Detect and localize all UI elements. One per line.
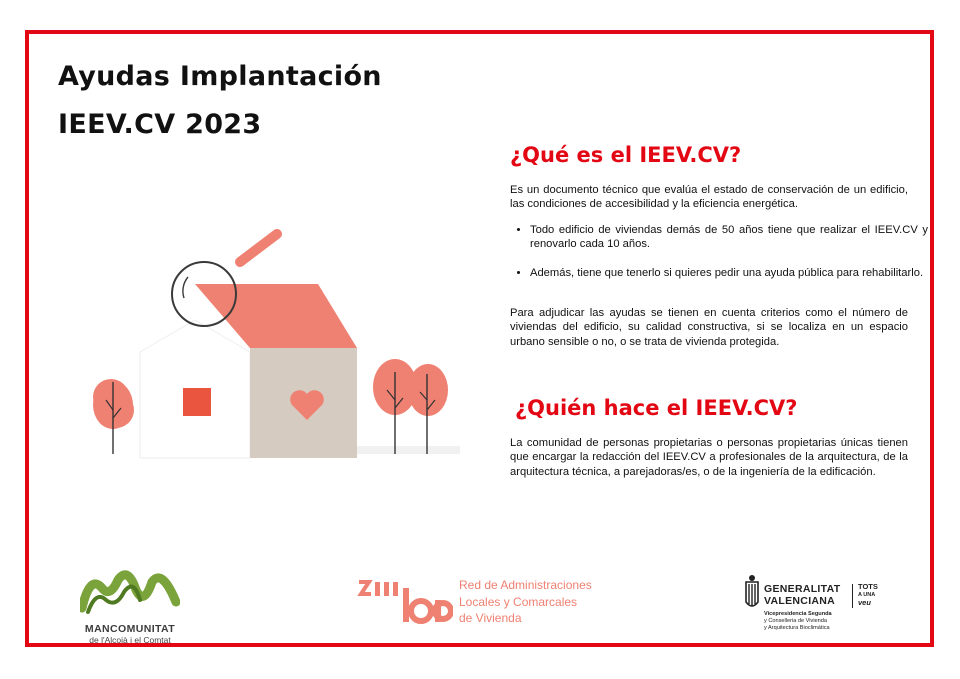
list-item: • Además, tiene que tenerlo si quieres pedir una ayuda pública para rehabilitarlo.	[530, 266, 928, 280]
xarxa-line-3: de Vivienda	[459, 611, 522, 625]
generalitat-sub-1: Vicepresidencia Segunda	[764, 611, 832, 617]
title-line-1: Ayudas Implantación	[58, 61, 382, 92]
generalitat-line-2: VALENCIANA	[764, 595, 836, 607]
generalitat-sub-3: y Arquitectura Bioclimática	[764, 625, 830, 631]
tots-a-una-veu	[858, 583, 878, 607]
generalitat-line-1: GENERALITAT	[764, 583, 841, 595]
list-item: • Todo edificio de viviendas demás de 50 años tiene que realizar el IEEV.CV y renovarlo cada 10 años.	[530, 223, 928, 252]
quien-paragraph: La comunidad de personas propietarias o personas propietarias únicas tienen que encargar la redacción del IEEV.CV a profesionales de la arquitectura, de la arquitectura técnica, a parejadoras/es, o de la ingeniería de la edificación.	[510, 437, 908, 478]
generalitat-sub-2: y Conselleria de Vivienda	[764, 618, 828, 624]
mancomunitat-subtitle: de l'Alcoià i el Comtat	[89, 635, 171, 645]
generalitat-shield-icon	[744, 574, 760, 612]
house-illustration	[80, 222, 470, 462]
xarxa-text	[459, 577, 592, 627]
xarxa-line-2: Locales y Comarcales	[459, 594, 578, 609]
generalitat-name	[764, 583, 840, 607]
tree-icon	[373, 359, 448, 454]
bullet-list	[510, 223, 928, 294]
criteria-paragraph: Para adjudicar las ayudas se tienen en cuenta criterios como el número de viviendas del edificio, su calidad constructiva, si se localiza en un espacio urbano sensible o no, o se trata de vivienda protegida.	[510, 307, 908, 348]
intro-paragraph: Es un documento técnico que evalúa el estado de conservación de un edificio, las condiciones de accesibilidad y la eficiencia energética.	[510, 184, 908, 211]
heading-quien-hace: ¿Quién hace el IEEV.CV?	[515, 396, 798, 420]
tots-line-1: TOTS	[858, 582, 878, 591]
mancomunitat-name: MANCOMUNITAT	[84, 623, 176, 635]
page-title	[58, 53, 382, 149]
xarxa-logo	[357, 578, 453, 628]
xarxa-line-1: Red de Administraciones	[459, 578, 592, 592]
mancomunitat-logo	[80, 568, 180, 616]
tots-line-2: A UNA	[858, 592, 876, 598]
generalitat-divider	[852, 584, 853, 608]
generalitat-subtitle	[764, 611, 832, 632]
title-line-2: IEEV.CV 2023	[58, 109, 262, 140]
heading-que-es: ¿Qué es el IEEV.CV?	[510, 143, 742, 167]
tree-icon	[93, 379, 134, 454]
tots-line-3: veu	[858, 598, 871, 607]
